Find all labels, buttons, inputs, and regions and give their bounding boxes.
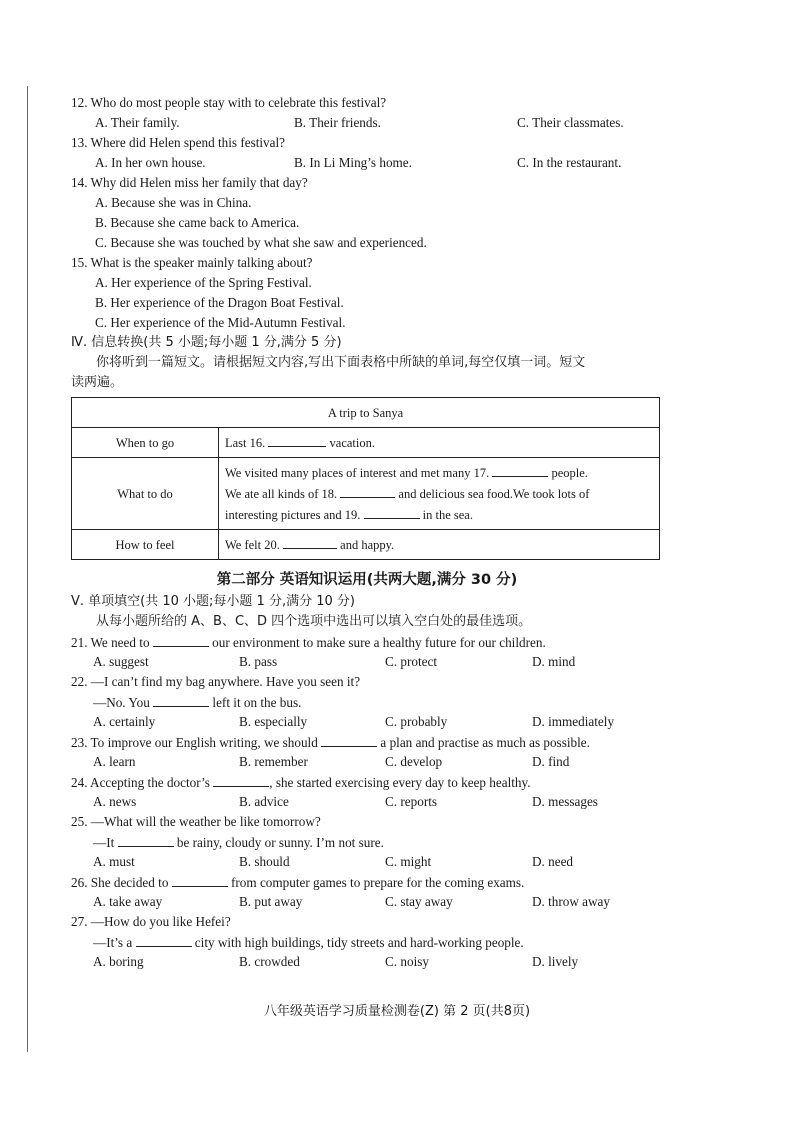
question-options — [71, 892, 663, 912]
row-content — [219, 428, 660, 458]
stem-text: , she started exercising every day to keep healthy. — [269, 775, 531, 790]
question-options — [71, 792, 663, 812]
option-b: B. In Li Ming’s home. — [294, 155, 412, 170]
option-b: B. Her experience of the Dragon Boat Festival. — [95, 295, 344, 310]
option-c: C. probably — [385, 714, 448, 729]
table-title: A trip to Sanya — [72, 398, 660, 428]
option-a: A. Because she was in China. — [95, 195, 252, 210]
row-label: How to feel — [72, 530, 219, 560]
option-a: A. news — [93, 794, 137, 809]
question-stem — [71, 632, 663, 652]
option-d: D. throw away — [532, 894, 611, 909]
question-stem-cont — [71, 692, 663, 712]
option-c: C. reports — [385, 794, 438, 809]
question-stem-cont — [71, 932, 663, 952]
stem-text: 23. To improve our English writing, we should — [71, 735, 318, 750]
question-options — [71, 153, 663, 173]
row-text: in the sea. — [422, 508, 473, 522]
stem-text: —It’s a — [93, 935, 133, 950]
option-b: B. should — [239, 854, 290, 869]
stem-text: 24. Accepting the doctor’s — [71, 775, 210, 790]
answer-blank-19[interactable] — [364, 504, 420, 519]
answer-blank[interactable] — [172, 872, 228, 887]
answer-blank-17[interactable] — [492, 462, 548, 477]
question-stem: 12. Who do most people stay with to celebrate this festival? — [71, 95, 387, 110]
option-b: B. pass — [239, 654, 278, 669]
section-heading: Ⅴ. 单项填空(共 10 小题;每小题 1 分,满分 10 分) — [71, 594, 355, 609]
question-stem — [71, 772, 663, 792]
question-stem: 25. —What will the weather be like tomorrow? — [71, 814, 321, 829]
answer-blank[interactable] — [118, 832, 174, 847]
option-b: B. especially — [239, 714, 308, 729]
option-c: C. noisy — [385, 954, 429, 969]
answer-blank[interactable] — [321, 732, 377, 747]
section-instruction-cont: 读两遍。 — [71, 375, 124, 390]
stem-text: —No. You — [93, 695, 150, 710]
option-c: C. develop — [385, 754, 443, 769]
option-a: A. learn — [93, 754, 136, 769]
question-options — [71, 752, 663, 772]
section-heading: Ⅳ. 信息转换(共 5 小题;每小题 1 分,满分 5 分) — [71, 335, 342, 350]
option-b: B. remember — [239, 754, 308, 769]
stem-text: left it on the bus. — [212, 695, 302, 710]
answer-blank[interactable] — [153, 692, 209, 707]
stem-text: —It — [93, 835, 115, 850]
option-d: D. immediately — [532, 714, 615, 729]
option-a: A. suggest — [93, 654, 149, 669]
question-stem — [71, 732, 663, 752]
option-d: D. need — [532, 854, 574, 869]
exam-content — [71, 93, 663, 972]
answer-blank-18[interactable] — [340, 483, 395, 498]
question-stem: 15. What is the speaker mainly talking about? — [71, 255, 313, 270]
stem-text: from computer games to prepare for the coming exams. — [231, 875, 525, 890]
question-stem — [71, 872, 663, 892]
question-stem: 22. —I can’t find my bag anywhere. Have you seen it? — [71, 674, 361, 689]
option-c: C. Their classmates. — [517, 115, 624, 130]
option-b: B. Their friends. — [294, 115, 381, 130]
question-options — [71, 652, 663, 672]
option-b: B. put away — [239, 894, 303, 909]
option-c: C. Because she was touched by what she saw and experienced. — [95, 235, 427, 250]
question-options — [71, 852, 663, 872]
page-margin-line — [27, 86, 28, 1052]
stem-text: a plan and practise as much as possible. — [380, 735, 590, 750]
option-b: B. advice — [239, 794, 289, 809]
question-options — [71, 712, 663, 732]
row-text: vacation. — [329, 436, 375, 450]
row-text: We visited many places of interest and met many 17. — [225, 466, 490, 480]
option-c: C. stay away — [385, 894, 453, 909]
row-text: We felt 20. — [225, 538, 280, 552]
part-title: 第二部分 英语知识运用(共两大题,满分 30 分) — [216, 572, 518, 588]
question-options — [71, 952, 663, 972]
option-a: A. take away — [93, 894, 163, 909]
option-a: A. must — [93, 854, 135, 869]
question-options — [71, 113, 663, 133]
row-text: Last 16. — [225, 436, 266, 450]
option-c: C. Her experience of the Mid-Autumn Festival. — [95, 315, 346, 330]
question-stem: 13. Where did Helen spend this festival? — [71, 135, 285, 150]
row-label: When to go — [72, 428, 219, 458]
answer-blank[interactable] — [136, 932, 192, 947]
question-stem: 14. Why did Helen miss her family that day? — [71, 175, 308, 190]
option-a: A. certainly — [93, 714, 156, 729]
stem-text: our environment to make sure a healthy future for our children. — [212, 635, 546, 650]
row-text: and happy. — [340, 538, 395, 552]
option-d: D. messages — [532, 794, 598, 809]
option-c: C. In the restaurant. — [517, 155, 622, 170]
row-text: people. — [551, 466, 588, 480]
section-instruction: 从每小题所给的 A、B、C、D 四个选项中选出可以填入空白处的最佳选项。 — [96, 614, 532, 629]
stem-text: city with high buildings, tidy streets and hard-working people. — [194, 935, 524, 950]
option-d: D. lively — [532, 954, 579, 969]
option-c: C. might — [385, 854, 432, 869]
page-footer: 八年级英语学习质量检测卷(Z) 第 2 页(共8页) — [263, 1004, 531, 1019]
stem-text: 21. We need to — [71, 635, 150, 650]
row-content — [219, 458, 660, 530]
answer-blank-16[interactable] — [268, 432, 326, 447]
row-text: and delicious sea food.We took lots of — [398, 487, 590, 501]
answer-blank[interactable] — [153, 632, 209, 647]
row-text: We ate all kinds of 18. — [225, 487, 338, 501]
option-c: C. protect — [385, 654, 438, 669]
question-stem-cont — [71, 832, 663, 852]
question-stem: 27. —How do you like Hefei? — [71, 914, 231, 929]
option-a: A. Their family. — [95, 115, 180, 130]
option-a: A. Her experience of the Spring Festival. — [95, 275, 312, 290]
option-d: D. mind — [532, 654, 576, 669]
stem-text: 26. She decided to — [71, 875, 169, 890]
row-content — [219, 530, 660, 560]
option-b: B. Because she came back to America. — [95, 215, 300, 230]
row-text: interesting pictures and 19. — [225, 508, 361, 522]
option-b: B. crowded — [239, 954, 300, 969]
section-instruction: 你将听到一篇短文。请根据短文内容,写出下面表格中所缺的单词,每空仅填一词。短文 — [96, 355, 586, 370]
answer-blank[interactable] — [213, 772, 269, 787]
stem-text: be rainy, cloudy or sunny. I’m not sure. — [176, 835, 384, 850]
row-label: What to do — [72, 458, 219, 530]
option-a: A. In her own house. — [95, 155, 206, 170]
info-table — [71, 397, 660, 560]
option-d: D. find — [532, 754, 570, 769]
answer-blank-20[interactable] — [283, 534, 337, 549]
option-a: A. boring — [93, 954, 144, 969]
